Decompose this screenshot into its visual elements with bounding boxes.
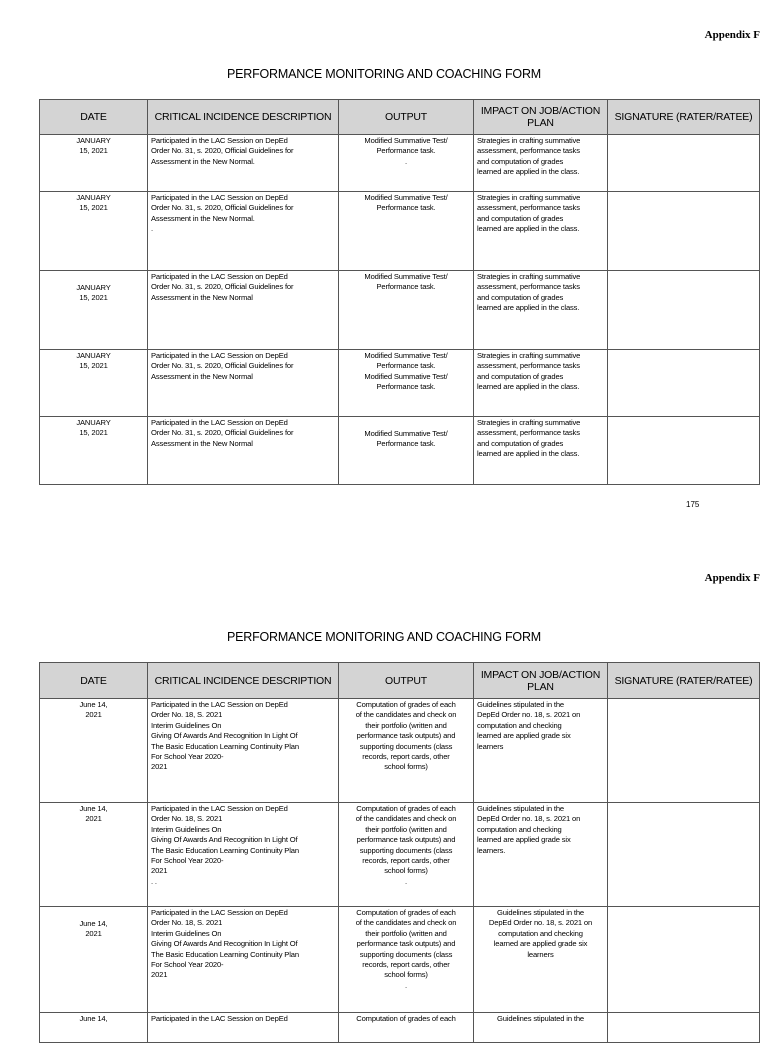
appendix-label: Appendix F [704, 29, 760, 41]
impact-cell: Strategies in crafting summative assessment, performance tasks and computation of grades learned are applied in the class. [477, 193, 581, 234]
header-date: DATE [40, 100, 148, 135]
header-description: CRITICAL INCIDENCE DESCRIPTION [148, 100, 339, 135]
description-cell: Participated in the LAC Session on DepEd [151, 1014, 288, 1023]
date-cell: JANUARY 15, 2021 [76, 283, 111, 303]
form-title: PERFORMANCE MONITORING AND COACHING FORM [226, 630, 541, 644]
header-signature: SIGNATURE (RATER/RATEE) [608, 663, 760, 699]
impact-cell: Strategies in crafting summative assessment, performance tasks and computation of grades learned are applied in the class. [477, 136, 581, 177]
table-row [40, 1013, 760, 1043]
signature-cell [608, 803, 759, 805]
impact-cell: Guidelines stipulated in the DepEd Order no. 18, s. 2021 on computation and checking learned are applied grade six learners [488, 908, 593, 959]
date-cell: JANUARY 15, 2021 [76, 418, 111, 438]
header-impact: IMPACT ON JOB/ACTION PLAN [474, 663, 608, 699]
impact-cell: Guidelines stipulated in the [497, 1014, 584, 1023]
header-description: CRITICAL INCIDENCE DESCRIPTION [148, 663, 339, 699]
output-cell: Modified Summative Test/ Performance task. [364, 193, 448, 213]
date-cell: JANUARY 15, 2021 [76, 193, 111, 213]
table-header-row [40, 663, 760, 699]
header-output: OUTPUT [339, 663, 474, 699]
output-cell: Modified Summative Test/ Performance task. Modified Summative Test/ Performance task. [364, 351, 448, 392]
output-cell: Computation of grades of each of the candidates and check on their portfolio (written and performance task outputs) and supporting documents (class records, report cards, other school forms) . [355, 804, 457, 886]
description-cell: Participated in the LAC Session on DepEd Order No. 31, s. 2020, Official Guidelines for Assessment in the New Normal. . [151, 193, 294, 234]
description-cell: Participated in the LAC Session on DepEd Order No. 31, s. 2020, Official Guidelines for Assessment in the New Normal [151, 351, 294, 381]
output-cell: Computation of grades of each [356, 1014, 456, 1023]
date-cell: June 14, 2021 [79, 804, 108, 824]
date-cell: June 14, [79, 1014, 108, 1023]
form-title: PERFORMANCE MONITORING AND COACHING FORM [226, 67, 541, 81]
date-cell: JANUARY 15, 2021 [76, 351, 111, 371]
impact-cell: Strategies in crafting summative assessment, performance tasks and computation of grades learned are applied in the class. [477, 351, 581, 392]
header-impact: IMPACT ON JOB/ACTION PLAN [474, 100, 608, 135]
description-cell: Participated in the LAC Session on DepEd Order No. 31, s. 2020, Official Guidelines for Assessment in the New Normal [151, 272, 294, 302]
table-row [40, 907, 760, 1013]
signature-cell [608, 699, 759, 701]
date-cell: JANUARY 15, 2021 [76, 136, 111, 156]
output-cell: Computation of grades of each of the candidates and check on their portfolio (written and performance task outputs) and supporting documents (class records, report cards, other school forms) . [355, 908, 457, 990]
table-row [40, 803, 760, 907]
impact-cell: Guidelines stipulated in the DepEd Order no. 18, s. 2021 on computation and checking learned are applied grade six learners. [477, 804, 581, 855]
impact-cell: Strategies in crafting summative assessment, performance tasks and computation of grades learned are applied in the class. [477, 418, 581, 459]
output-cell: Modified Summative Test/ Performance task. [364, 272, 448, 292]
table-row [40, 699, 760, 803]
signature-cell [608, 907, 759, 909]
signature-cell [608, 1013, 759, 1015]
description-cell: Participated in the LAC Session on DepEd Order No. 31, s. 2020, Official Guidelines for Assessment in the New Normal. [151, 136, 294, 166]
appendix-label: Appendix F [704, 572, 760, 584]
description-cell: Participated in the LAC Session on DepEd Order No. 18, S. 2021 Interim Guidelines On Giving Of Awards And Recognition In Light Of The Basic Education Learning Continuity Plan For School Year 2020- 2021 . . [151, 804, 299, 886]
description-cell: Participated in the LAC Session on DepEd Order No. 18, S. 2021 Interim Guidelines On Giving Of Awards And Recognition In Light Of The Basic Education Learning Continuity Plan For School Year 2020- 2021 [151, 908, 299, 980]
impact-cell: Strategies in crafting summative assessment, performance tasks and computation of grades learned are applied in the class. [477, 272, 581, 313]
header-output: OUTPUT [339, 100, 474, 135]
header-signature: SIGNATURE (RATER/RATEE) [608, 100, 760, 135]
impact-cell: Guidelines stipulated in the DepEd Order no. 18, s. 2021 on computation and checking learned are applied grade six learners [477, 700, 581, 751]
date-cell: June 14, 2021 [79, 919, 108, 939]
output-cell: Modified Summative Test/ Performance task. . [364, 136, 448, 166]
date-cell: June 14, 2021 [79, 700, 108, 720]
page-number: 175 [686, 500, 700, 509]
coaching-form-table [39, 662, 760, 1043]
header-date: DATE [40, 663, 148, 699]
output-cell: Computation of grades of each of the candidates and check on their portfolio (written and performance task outputs) and supporting documents (class records, report cards, other school forms) [355, 700, 457, 772]
description-cell: Participated in the LAC Session on DepEd Order No. 31, s. 2020, Official Guidelines for Assessment in the New Normal [151, 418, 294, 448]
output-cell: Modified Summative Test/ Performance task. [364, 429, 448, 449]
description-cell: Participated in the LAC Session on DepEd Order No. 18, S. 2021 Interim Guidelines On Giving Of Awards And Recognition In Light Of The Basic Education Learning Continuity Plan For School Year 2020- 2021 [151, 700, 299, 772]
